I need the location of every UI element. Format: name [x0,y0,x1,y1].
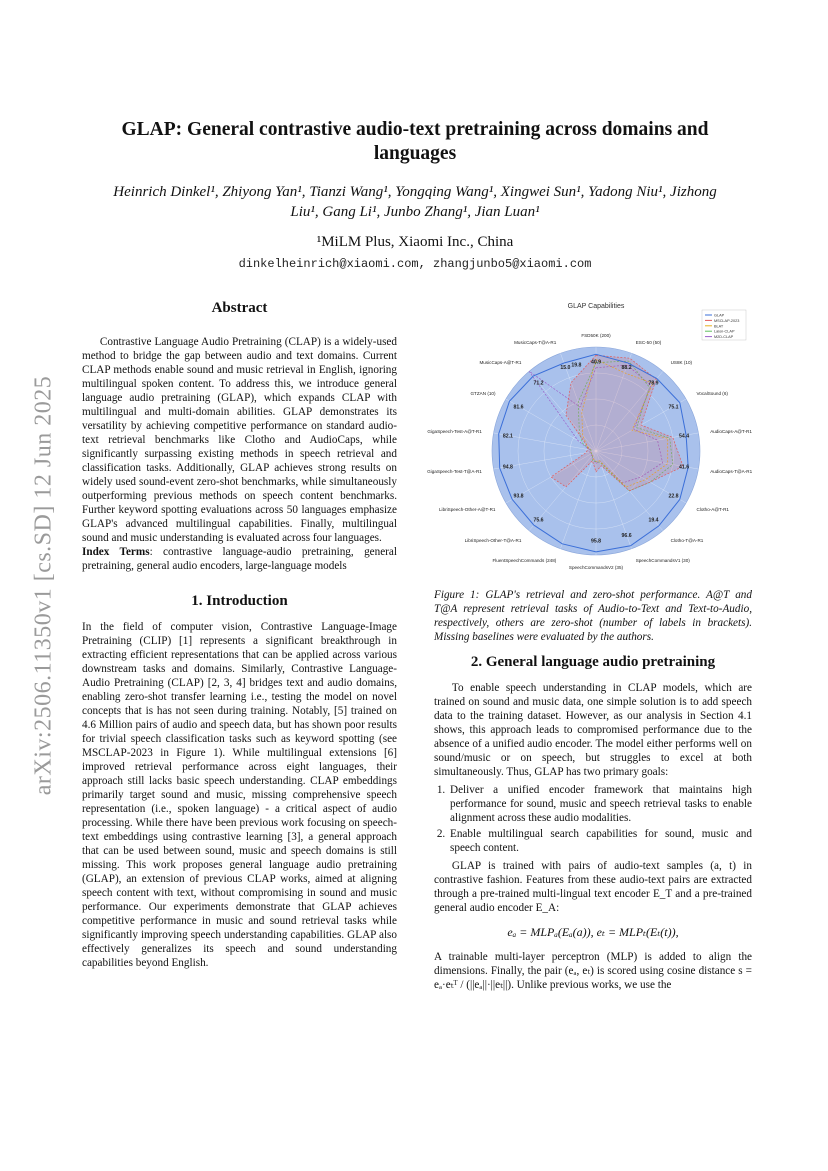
axis-label: Clotho-T@A-R1 [670,537,704,543]
author-list: Heinrich Dinkel¹, Zhiyong Yan¹, Tianzi Wang¹, Yongqing Wang¹, Xingwei Sun¹, Yadong Niu¹, Jizhong Liu¹, Gang Li¹, Junbo Zhang¹, Jian Luan¹ [113,184,717,220]
section-2-paragraph-3: A trainable multi-layer perceptron (MLP) is added to align the dimensions. Finally, the pair (eₐ, eₜ) is scored using cosine distance s = eₐ·eₜᵀ / (||eₐ||·||eₜ||). Unlike previous works, we use the [434,951,752,991]
axis-label: SpeechCommandsV2 (35) [568,565,624,570]
value-label: 22.8 [668,493,679,500]
value-label: 19.8 [571,362,582,369]
value-label: 81.6 [513,404,524,411]
value-label: 82.1 [502,433,513,440]
value-label: 88.2 [621,365,632,371]
axis-label: AudioCaps-T@A-R1 [710,469,753,475]
right-column [427,300,753,992]
arxiv-sidebar [24,330,64,840]
chart-title: GLAP Capabilities [567,303,625,310]
axis-label: FSD50K (200) [581,333,611,338]
intro-text: In the field of computer vision, Contrastive Language-Image Pretraining (CLIP) [1] represents a significant breakthrough in extracting efficient representations that can be applied across various downstream tasks and domains. Similarly, Contrastive Language-Audio Pretraining (CLAP) [2, 3, 4] bridges text and audio domains, enabling zero-shot transfer learning i.e., testing the model on novel concepts that is has not seen during training. Notably, [5] trained on 4.6 Million pairs of audio and speech data, but has shown poor results for trivial speech classification tasks such as keyword spotting (see MSCLAP-2023 in Figure 1). While multilingual extensions [6] improved retrieval performance across eight languages, their approach still lacks basic speech understanding. CLAP embeddings primarily target sound and music, missing comprehensive speech representation (i.e., spoken language) - a critical aspect of audio processing. While there have been previous work focusing on speech-text embeddings using contrastive learning [3], a general approach that can be used between sound, music and speech domains is still missing. This work proposes general language audio pretraining (GLAP), an extension of previous CLAP works, aimed at aligning speech content with text, without compromising in sound and music performance. Our experiments demonstrate that GLAP achieves competitive performance in music and sound retrieval tasks while significantly improving speech understanding capabilities. GLAP also effectively generalizes its speech and sound understanding capabilities beyond English. [82,621,397,969]
value-label: 19.4 [648,517,659,524]
axis-label: LibriSpeech-Other-T@A-R1 [464,537,522,543]
intro-heading: 1. Introduction [191,593,288,609]
index-terms [82,545,397,573]
goal-item: 1. Deliver a unified encoder framework that maintains high performance for sound, music and speech retrieval tasks to enable alignment across these audio modalities. [448,783,752,825]
figure-1 [427,300,753,585]
legend-label: MSCLAP-2023 [714,318,740,323]
paper-title: GLAP: General contrastive audio-text pretraining across domains and languages [121,119,709,164]
section-2-heading: 2. General language audio pretraining [470,654,716,670]
value-label: 41.6 [679,464,690,471]
legend-label: M2D-CLAP [714,335,734,340]
legend-label: GLAP [714,313,725,318]
axis-label: SpeechCommandsV1 (30) [635,558,690,563]
axis-label: MusicCaps-T@A-R1 [514,340,557,345]
axis-label: US8K (10) [670,360,693,366]
legend-label: Laion-CLAP [714,329,735,334]
value-label: 93.8 [513,493,524,500]
goals-list [434,783,752,855]
axis-label: VocalSound (6) [696,391,728,396]
abstract-text: Contrastive Language Audio Pretraining (CLAP) is a widely-used method to bridge the gap between audio and text domains. Current CLAP methods enable sound and music retrieval in English, ignoring multilingual spoken content. To address this, we introduce general language audio pretraining (GLAP), which expands CLAP with multilingual and multi-domain abilities. GLAP demonstrates its versatility by achieving competitive performance on standard audio-text retrieval benchmarks like Clotho and AudioCaps, while significantly surpassing existing methods in speech retrieval and classification tasks. Additionally, GLAP achieves strong results on widely used sound-event zero-shot benchmarks, while simultaneously outperforming previous methods on speech content benchmarks. Further keyword spotting evaluations across 50 languages emphasize GLAP's advanced multilingual capabilities. Finally, multilingual sound and music understanding is evaluated across four languages. [82,336,397,544]
figure-caption: Figure 1: GLAP's retrieval and zero-shot performance. A@T and T@A represent retrieval tasks of Audio-to-Text and Text-to-Audio, respectively, others are zero-shot (number of labels in brackets). Missing baselines were evaluated by the authors. [434,589,752,643]
value-label: 54.4 [679,433,690,440]
goal-item: 2. Enable multilingual search capabilities for sound, music and speech content. [448,827,752,855]
axis-label: GigaSpeech-Test-A@T-R1 [427,428,482,434]
index-terms-text: : contrastive language-audio pretraining, general pretraining, general audio encoders, large-language models [82,546,397,572]
abstract-heading: Abstract [211,300,268,316]
axis-label: Clotho-A@T-R1 [696,507,729,512]
value-label: 78.9 [648,380,659,387]
legend-label: BLAT [714,324,724,329]
value-label: 40.9 [590,359,602,366]
axis-label: MusicCaps-A@T-R1 [479,360,522,366]
section-2-paragraph-2: GLAP is trained with pairs of audio-text samples (a, t) in contrastive fashion. Features from these audio-text pairs are extracted through a pre-trained multi-lingual text encoder E_T and a pre-trained general audio encoder E_A: [434,860,752,914]
equation-embeddings: eₐ = MLPₐ(Eₐ(a)), eₜ = MLPₜ(Eₜ(t)), [507,925,679,939]
left-column [82,300,397,970]
value-label: 75.1 [668,404,679,411]
value-label: 71.2 [533,380,544,387]
value-label: 15.0 [560,365,571,371]
index-terms-label: Index Terms [82,546,150,558]
value-label: 96.6 [621,533,632,539]
affiliation: ¹MiLM Plus, Xiaomi Inc., China [316,234,514,250]
axis-label: FluentSpeechCommands (248) [492,558,557,563]
value-label: 75.6 [533,517,544,524]
arxiv-identifier: arXiv:2506.11350v1 [cs.SD] 12 Jun 2025 [30,375,57,796]
value-label: 94.8 [502,464,513,471]
section-2-paragraph-1: To enable speech understanding in CLAP models, which are trained on sound and music data, one simple solution is to add speech data to the training dataset. However, as our analysis in Section 4.1 shows, this approach leads to compromised performance due to the absence of a unified audio encoder. The model either performs well on sound/music or on speech, but struggles to excel at both simultaneously. Thus, GLAP has two primary goals: [434,682,752,778]
axis-label: ESC-50 (50) [635,340,662,345]
axis-label: GTZAN (10) [470,391,496,396]
contact-emails: dinkelheinrich@xiaomi.com, zhangjunbo5@xiaomi.com [238,257,592,271]
value-label: 95.8 [590,538,602,545]
axis-label: LibriSpeech-Other-A@T-R1 [439,507,496,512]
axis-label: AudioCaps-A@T-R1 [710,428,752,434]
axis-label: GigaSpeech-Test-T@A-R1 [427,469,482,475]
radar-chart [427,300,753,585]
